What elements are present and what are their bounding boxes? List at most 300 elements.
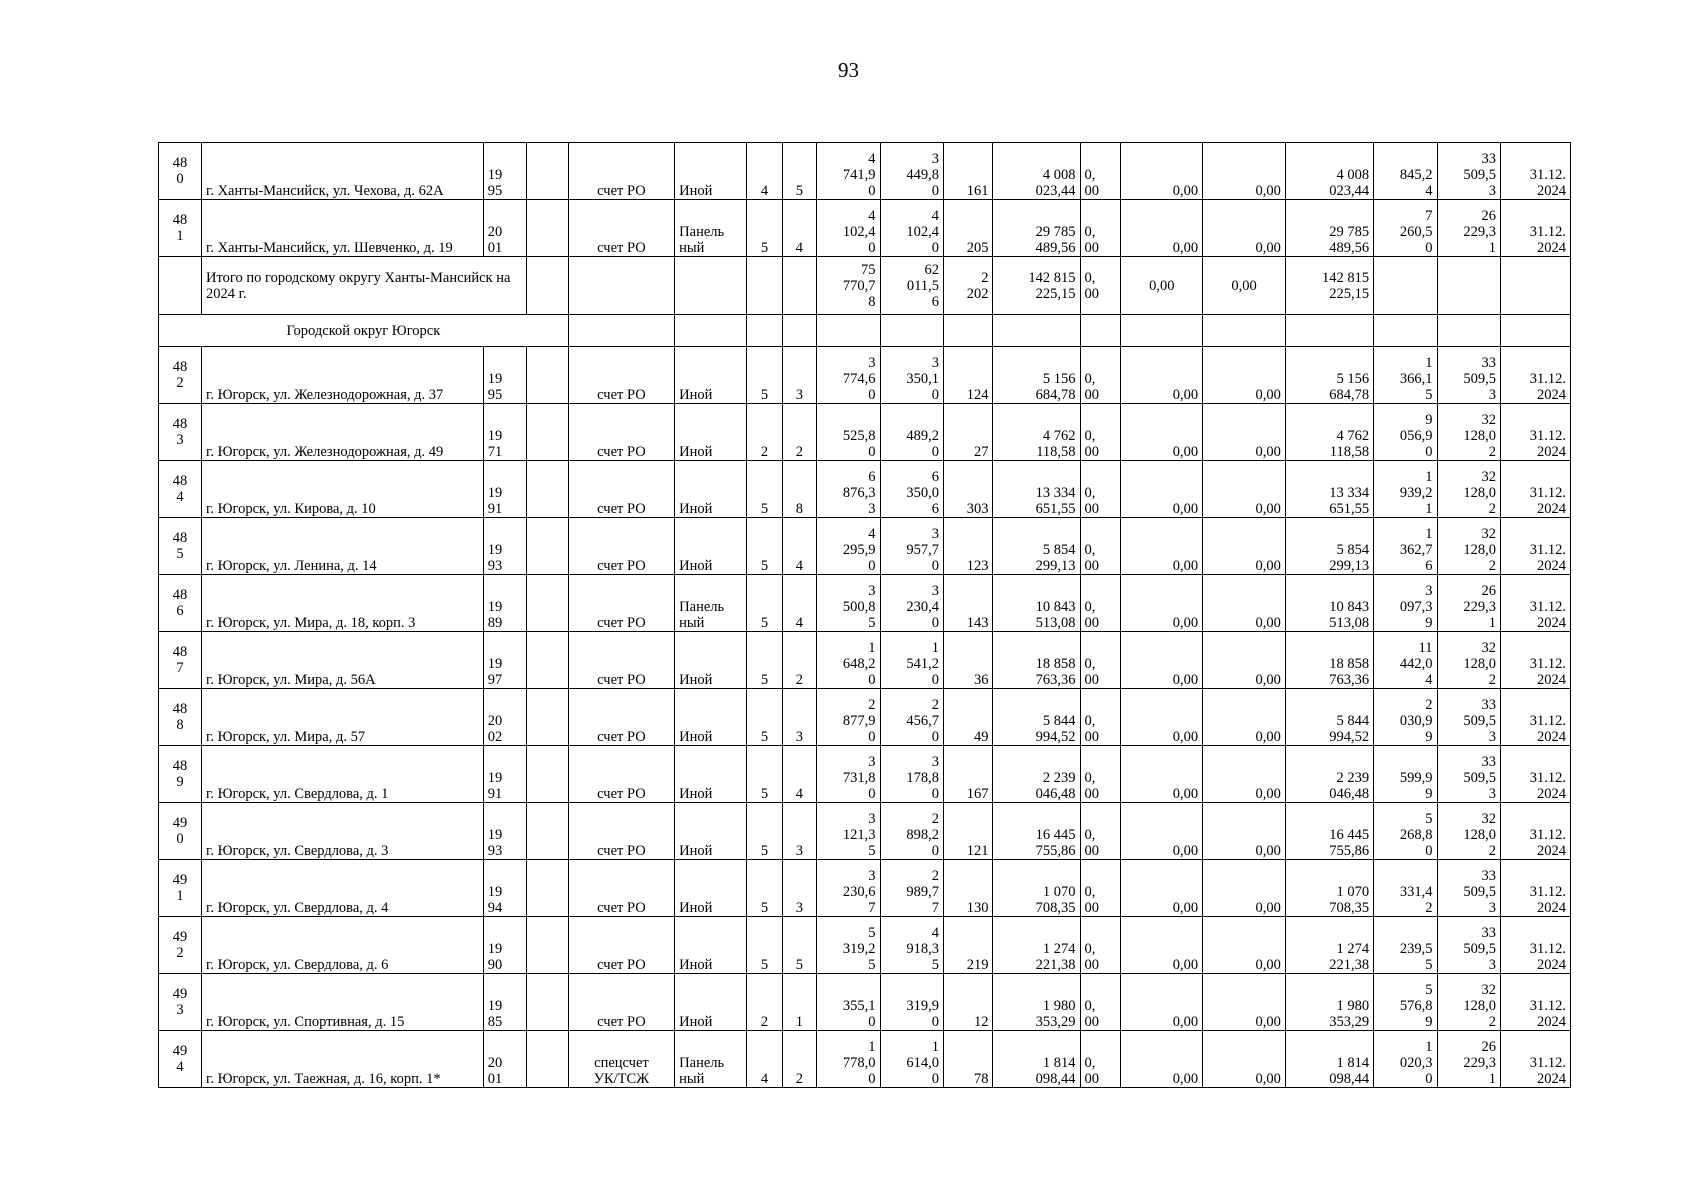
cell-empty — [747, 315, 782, 347]
cell-fund-1: 0, 00 — [1080, 404, 1121, 461]
cell-floors: 4 — [747, 143, 782, 200]
cell-address: г. Югорск, ул. Мира, д. 18, корп. 3 — [202, 575, 484, 632]
cell-number: 49 0 — [159, 803, 202, 860]
cell-empty — [817, 315, 880, 347]
cell-address: г. Югорск, ул. Мира, д. 57 — [202, 689, 484, 746]
cell-owners-funds: 10 843 513,08 — [1285, 575, 1373, 632]
cell-empty — [526, 1031, 568, 1088]
cell-area-total: 2 877,9 0 — [817, 689, 880, 746]
cell-cost: 4 762 118,58 — [993, 404, 1080, 461]
cell-specific-cost: 7 260,5 0 — [1374, 200, 1437, 257]
cell-area-total: 5 319,2 5 — [817, 917, 880, 974]
cell-account: счет РО — [568, 689, 674, 746]
cell-account: счет РО — [568, 632, 674, 689]
cell-empty — [1080, 315, 1121, 347]
cell-number: 48 0 — [159, 143, 202, 200]
cell-cost: 18 858 763,36 — [993, 632, 1080, 689]
cell-residents: 49 — [943, 689, 992, 746]
cell-empty — [526, 974, 568, 1031]
cell-limit-cost: 33 509,5 3 — [1437, 860, 1500, 917]
cell-empty — [782, 315, 816, 347]
cell-owners-funds: 4 762 118,58 — [1285, 404, 1373, 461]
cell-year: 19 95 — [483, 143, 526, 200]
cell-owners-funds: 13 334 651,55 — [1285, 461, 1373, 518]
cell-residents: 143 — [943, 575, 992, 632]
cell-area-total: 1 648,2 0 — [817, 632, 880, 689]
cell-fund-1: 0, 00 — [1080, 461, 1121, 518]
cell-entrances: 3 — [782, 860, 816, 917]
cell-fund-1: 0, 00 — [1080, 689, 1121, 746]
cell-limit-cost: 32 128,0 2 — [1437, 404, 1500, 461]
cell-fund-3: 0,00 — [1203, 917, 1286, 974]
cell-area-total: 75 770,7 8 — [817, 257, 880, 315]
cell-entrances: 8 — [782, 461, 816, 518]
cell-area-total: 4 741,9 0 — [817, 143, 880, 200]
cell-material: Иной — [675, 632, 747, 689]
cell-fund-1: 0, 00 — [1080, 860, 1121, 917]
cell-fund-3: 0,00 — [1203, 632, 1286, 689]
cell-material: Иной — [675, 518, 747, 575]
cell-fund-2: 0,00 — [1121, 974, 1203, 1031]
cell-empty — [993, 315, 1080, 347]
cell-account: счет РО — [568, 347, 674, 404]
cell-material: Панель ный — [675, 200, 747, 257]
cell-area-living: 3 350,1 0 — [880, 347, 943, 404]
cell-area-living: 1 614,0 0 — [880, 1031, 943, 1088]
cell-empty — [526, 632, 568, 689]
cell-area-total: 3 230,6 7 — [817, 860, 880, 917]
cell-specific-cost: 5 576,8 9 — [1374, 974, 1437, 1031]
cell-limit-cost: 32 128,0 2 — [1437, 518, 1500, 575]
cell-material: Иной — [675, 461, 747, 518]
cell-owners-funds: 5 854 299,13 — [1285, 518, 1373, 575]
cell-empty — [526, 860, 568, 917]
table-row — [159, 1031, 1571, 1088]
cell-area-living: 3 957,7 0 — [880, 518, 943, 575]
cell-deadline: 31.12. 2024 — [1500, 518, 1570, 575]
cell-empty — [526, 143, 568, 200]
cell-address: г. Югорск, ул. Свердлова, д. 1 — [202, 746, 484, 803]
cell-address: г. Югорск, ул. Таежная, д. 16, корп. 1* — [202, 1031, 484, 1088]
cell-floors: 5 — [747, 860, 782, 917]
cell-cost: 1 814 098,44 — [993, 1031, 1080, 1088]
cell-fund-3: 0,00 — [1203, 347, 1286, 404]
cell-material: Иной — [675, 860, 747, 917]
cell-residents: 124 — [943, 347, 992, 404]
cell-fund-1: 0, 00 — [1080, 746, 1121, 803]
cell-address: г. Югорск, ул. Спортивная, д. 15 — [202, 974, 484, 1031]
cell-empty — [1437, 257, 1500, 315]
cell-fund-3: 0,00 — [1203, 860, 1286, 917]
cell-number: 49 4 — [159, 1031, 202, 1088]
cell-area-living: 62 011,5 6 — [880, 257, 943, 315]
cell-number: 49 2 — [159, 917, 202, 974]
cell-residents: 123 — [943, 518, 992, 575]
cell-entrances: 3 — [782, 689, 816, 746]
cell-fund-2: 0,00 — [1121, 803, 1203, 860]
cell-empty — [943, 315, 992, 347]
cell-specific-cost: 9 056,9 0 — [1374, 404, 1437, 461]
cell-empty — [782, 257, 816, 315]
cell-fund-1: 0, 00 — [1080, 575, 1121, 632]
cell-area-total: 3 121,3 5 — [817, 803, 880, 860]
cell-empty — [1203, 315, 1286, 347]
cell-material: Иной — [675, 746, 747, 803]
cell-material: Иной — [675, 917, 747, 974]
cell-account: счет РО — [568, 518, 674, 575]
cell-limit-cost: 33 509,5 3 — [1437, 917, 1500, 974]
cell-number: 48 7 — [159, 632, 202, 689]
cell-account: счет РО — [568, 575, 674, 632]
cell-owners-funds: 29 785 489,56 — [1285, 200, 1373, 257]
cell-residents: 2 202 — [943, 257, 992, 315]
cell-empty — [526, 257, 568, 315]
cell-account: счет РО — [568, 860, 674, 917]
cell-year: 19 89 — [483, 575, 526, 632]
cell-year: 19 95 — [483, 347, 526, 404]
table-row — [159, 689, 1571, 746]
cell-year: 20 01 — [483, 200, 526, 257]
cell-floors: 5 — [747, 689, 782, 746]
cell-empty — [1374, 315, 1437, 347]
cell-owners-funds: 1 980 353,29 — [1285, 974, 1373, 1031]
cell-limit-cost: 33 509,5 3 — [1437, 689, 1500, 746]
cell-owners-funds: 142 815 225,15 — [1285, 257, 1373, 315]
cell-floors: 5 — [747, 803, 782, 860]
cell-fund-3: 0,00 — [1203, 257, 1286, 315]
cell-material: Иной — [675, 404, 747, 461]
cell-area-living: 4 102,4 0 — [880, 200, 943, 257]
cell-material: Иной — [675, 803, 747, 860]
cell-year: 19 93 — [483, 803, 526, 860]
cell-owners-funds: 2 239 046,48 — [1285, 746, 1373, 803]
cell-specific-cost: 1 939,2 1 — [1374, 461, 1437, 518]
cell-account: счет РО — [568, 917, 674, 974]
cell-empty — [159, 257, 202, 315]
cell-residents: 12 — [943, 974, 992, 1031]
cell-cost: 10 843 513,08 — [993, 575, 1080, 632]
cell-area-living: 4 918,3 5 — [880, 917, 943, 974]
cell-year: 19 91 — [483, 461, 526, 518]
cell-empty — [526, 803, 568, 860]
table-row — [159, 917, 1571, 974]
table-row — [159, 803, 1571, 860]
cell-year: 19 97 — [483, 632, 526, 689]
cell-deadline: 31.12. 2024 — [1500, 689, 1570, 746]
cell-area-total: 3 774,6 0 — [817, 347, 880, 404]
cell-empty — [747, 257, 782, 315]
cell-account: спецсчет УК/ТСЖ — [568, 1031, 674, 1088]
cell-fund-1: 0, 00 — [1080, 632, 1121, 689]
cell-empty — [526, 917, 568, 974]
cell-specific-cost: 845,2 4 — [1374, 143, 1437, 200]
cell-area-living: 489,2 0 — [880, 404, 943, 461]
section-label: Городской округ Югорск — [159, 315, 569, 347]
cell-empty — [1437, 315, 1500, 347]
table-row — [159, 974, 1571, 1031]
cell-empty — [526, 518, 568, 575]
cell-fund-3: 0,00 — [1203, 200, 1286, 257]
cell-residents: 121 — [943, 803, 992, 860]
cell-address: г. Югорск, ул. Свердлова, д. 6 — [202, 917, 484, 974]
cell-number: 48 8 — [159, 689, 202, 746]
cell-area-living: 3 178,8 0 — [880, 746, 943, 803]
cell-cost: 2 239 046,48 — [993, 746, 1080, 803]
cell-fund-2: 0,00 — [1121, 347, 1203, 404]
cell-floors: 5 — [747, 746, 782, 803]
cell-specific-cost: 239,5 5 — [1374, 917, 1437, 974]
cell-account: счет РО — [568, 803, 674, 860]
cell-limit-cost: 32 128,0 2 — [1437, 632, 1500, 689]
cell-entrances: 3 — [782, 347, 816, 404]
cell-number: 48 3 — [159, 404, 202, 461]
cell-empty — [1500, 315, 1570, 347]
cell-entrances: 1 — [782, 974, 816, 1031]
cell-number: 49 3 — [159, 974, 202, 1031]
cell-number: 48 2 — [159, 347, 202, 404]
cell-area-total: 355,1 0 — [817, 974, 880, 1031]
cell-entrances: 4 — [782, 575, 816, 632]
cell-specific-cost: 599,9 9 — [1374, 746, 1437, 803]
cell-empty — [1500, 257, 1570, 315]
cell-residents: 130 — [943, 860, 992, 917]
cell-address: г. Югорск, ул. Свердлова, д. 4 — [202, 860, 484, 917]
cell-fund-1: 0, 00 — [1080, 257, 1121, 315]
table-row — [159, 518, 1571, 575]
cell-owners-funds: 1 274 221,38 — [1285, 917, 1373, 974]
cell-fund-2: 0,00 — [1121, 461, 1203, 518]
cell-floors: 5 — [747, 632, 782, 689]
cell-owners-funds: 5 844 994,52 — [1285, 689, 1373, 746]
cell-residents: 167 — [943, 746, 992, 803]
cell-residents: 27 — [943, 404, 992, 461]
cell-owners-funds: 4 008 023,44 — [1285, 143, 1373, 200]
cell-residents: 205 — [943, 200, 992, 257]
cell-area-total: 3 731,8 0 — [817, 746, 880, 803]
table-row — [159, 575, 1571, 632]
table-row — [159, 746, 1571, 803]
total-label: Итого по городскому округу Ханты-Мансийск на 2024 г. — [202, 257, 527, 315]
cell-fund-1: 0, 00 — [1080, 803, 1121, 860]
cell-material: Иной — [675, 974, 747, 1031]
cell-address: г. Югорск, ул. Железнодорожная, д. 37 — [202, 347, 484, 404]
cell-address: г. Югорск, ул. Кирова, д. 10 — [202, 461, 484, 518]
cell-fund-3: 0,00 — [1203, 974, 1286, 1031]
cell-entrances: 4 — [782, 518, 816, 575]
cell-empty — [526, 689, 568, 746]
cell-residents: 303 — [943, 461, 992, 518]
cell-number: 48 5 — [159, 518, 202, 575]
cell-specific-cost: 5 268,8 0 — [1374, 803, 1437, 860]
cell-owners-funds: 5 156 684,78 — [1285, 347, 1373, 404]
cell-empty — [568, 315, 674, 347]
cell-fund-2: 0,00 — [1121, 689, 1203, 746]
cell-residents: 78 — [943, 1031, 992, 1088]
cell-owners-funds: 16 445 755,86 — [1285, 803, 1373, 860]
cell-residents: 36 — [943, 632, 992, 689]
cell-area-living: 2 456,7 0 — [880, 689, 943, 746]
cell-empty — [675, 257, 747, 315]
cell-material: Иной — [675, 143, 747, 200]
cell-specific-cost: 1 366,1 5 — [1374, 347, 1437, 404]
cell-account: счет РО — [568, 143, 674, 200]
cell-fund-1: 0, 00 — [1080, 1031, 1121, 1088]
cell-floors: 2 — [747, 974, 782, 1031]
cell-limit-cost: 33 509,5 3 — [1437, 143, 1500, 200]
cell-empty — [526, 347, 568, 404]
cell-address: г. Ханты-Мансийск, ул. Чехова, д. 62А — [202, 143, 484, 200]
cell-empty — [568, 257, 674, 315]
cell-number: 48 4 — [159, 461, 202, 518]
cell-fund-2: 0,00 — [1121, 143, 1203, 200]
cell-limit-cost: 32 128,0 2 — [1437, 803, 1500, 860]
cell-deadline: 31.12. 2024 — [1500, 143, 1570, 200]
cell-entrances: 2 — [782, 1031, 816, 1088]
cell-residents: 161 — [943, 143, 992, 200]
cell-account: счет РО — [568, 746, 674, 803]
cell-deadline: 31.12. 2024 — [1500, 803, 1570, 860]
cell-material: Иной — [675, 689, 747, 746]
cell-specific-cost: 3 097,3 9 — [1374, 575, 1437, 632]
cell-material: Панель ный — [675, 1031, 747, 1088]
section-row — [159, 315, 1571, 347]
cell-area-living: 3 449,8 0 — [880, 143, 943, 200]
cell-deadline: 31.12. 2024 — [1500, 974, 1570, 1031]
cell-account: счет РО — [568, 461, 674, 518]
cell-cost: 5 844 994,52 — [993, 689, 1080, 746]
cell-fund-1: 0, 00 — [1080, 974, 1121, 1031]
cell-year: 20 02 — [483, 689, 526, 746]
cell-fund-2: 0,00 — [1121, 917, 1203, 974]
cell-limit-cost: 33 509,5 3 — [1437, 746, 1500, 803]
cell-limit-cost: 26 229,3 1 — [1437, 1031, 1500, 1088]
cell-entrances: 4 — [782, 200, 816, 257]
cell-address: г. Югорск, ул. Мира, д. 56А — [202, 632, 484, 689]
cell-area-living: 6 350,0 6 — [880, 461, 943, 518]
table-row — [159, 632, 1571, 689]
cell-fund-1: 0, 00 — [1080, 518, 1121, 575]
cell-material: Панель ный — [675, 575, 747, 632]
cell-area-living: 3 230,4 0 — [880, 575, 943, 632]
cell-entrances: 2 — [782, 632, 816, 689]
cell-deadline: 31.12. 2024 — [1500, 347, 1570, 404]
cell-limit-cost: 32 128,0 2 — [1437, 461, 1500, 518]
cell-floors: 5 — [747, 917, 782, 974]
cell-year: 19 85 — [483, 974, 526, 1031]
cell-empty — [1285, 315, 1373, 347]
cell-year: 19 71 — [483, 404, 526, 461]
cell-fund-2: 0,00 — [1121, 1031, 1203, 1088]
cell-entrances: 5 — [782, 917, 816, 974]
cell-entrances: 5 — [782, 143, 816, 200]
cell-area-living: 2 898,2 0 — [880, 803, 943, 860]
cell-number: 48 6 — [159, 575, 202, 632]
cell-year: 19 91 — [483, 746, 526, 803]
cell-deadline: 31.12. 2024 — [1500, 461, 1570, 518]
cell-fund-1: 0, 00 — [1080, 143, 1121, 200]
cell-deadline: 31.12. 2024 — [1500, 632, 1570, 689]
table-row — [159, 461, 1571, 518]
table-row — [159, 143, 1571, 200]
cell-area-living: 1 541,2 0 — [880, 632, 943, 689]
cell-empty — [880, 315, 943, 347]
cell-address: г. Югорск, ул. Свердлова, д. 3 — [202, 803, 484, 860]
register-table — [158, 142, 1571, 1088]
table-row — [159, 404, 1571, 461]
table-row — [159, 347, 1571, 404]
cell-empty — [526, 200, 568, 257]
cell-owners-funds: 1 814 098,44 — [1285, 1031, 1373, 1088]
cell-address: г. Югорск, ул. Железнодорожная, д. 49 — [202, 404, 484, 461]
cell-floors: 2 — [747, 404, 782, 461]
cell-fund-3: 0,00 — [1203, 461, 1286, 518]
cell-limit-cost: 26 229,3 1 — [1437, 575, 1500, 632]
cell-entrances: 2 — [782, 404, 816, 461]
cell-fund-3: 0,00 — [1203, 803, 1286, 860]
cell-empty — [1121, 315, 1203, 347]
cell-cost: 5 156 684,78 — [993, 347, 1080, 404]
cell-number: 48 9 — [159, 746, 202, 803]
cell-address: г. Ханты-Мансийск, ул. Шевченко, д. 19 — [202, 200, 484, 257]
cell-cost: 5 854 299,13 — [993, 518, 1080, 575]
cell-area-total: 525,8 0 — [817, 404, 880, 461]
cell-fund-3: 0,00 — [1203, 1031, 1286, 1088]
cell-area-living: 2 989,7 7 — [880, 860, 943, 917]
cell-year: 19 90 — [483, 917, 526, 974]
cell-fund-3: 0,00 — [1203, 575, 1286, 632]
cell-deadline: 31.12. 2024 — [1500, 200, 1570, 257]
table-row — [159, 200, 1571, 257]
cell-area-total: 4 102,4 0 — [817, 200, 880, 257]
cell-cost: 1 070 708,35 — [993, 860, 1080, 917]
cell-empty — [526, 575, 568, 632]
page-number: 93 — [838, 58, 859, 82]
cell-floors: 5 — [747, 461, 782, 518]
cell-residents: 219 — [943, 917, 992, 974]
cell-year: 19 94 — [483, 860, 526, 917]
cell-fund-2: 0,00 — [1121, 404, 1203, 461]
cell-owners-funds: 18 858 763,36 — [1285, 632, 1373, 689]
cell-entrances: 3 — [782, 803, 816, 860]
cell-material: Иной — [675, 347, 747, 404]
cell-fund-2: 0,00 — [1121, 200, 1203, 257]
cell-year: 20 01 — [483, 1031, 526, 1088]
cell-fund-1: 0, 00 — [1080, 917, 1121, 974]
cell-specific-cost: 1 362,7 6 — [1374, 518, 1437, 575]
cell-floors: 5 — [747, 518, 782, 575]
cell-deadline: 31.12. 2024 — [1500, 1031, 1570, 1088]
cell-deadline: 31.12. 2024 — [1500, 404, 1570, 461]
cell-year: 19 93 — [483, 518, 526, 575]
cell-area-total: 3 500,8 5 — [817, 575, 880, 632]
total-row — [159, 257, 1571, 315]
cell-fund-2: 0,00 — [1121, 575, 1203, 632]
cell-area-total: 1 778,0 0 — [817, 1031, 880, 1088]
cell-number: 49 1 — [159, 860, 202, 917]
cell-deadline: 31.12. 2024 — [1500, 860, 1570, 917]
cell-specific-cost: 1 020,3 0 — [1374, 1031, 1437, 1088]
cell-fund-1: 0, 00 — [1080, 347, 1121, 404]
cell-floors: 5 — [747, 200, 782, 257]
cell-empty — [526, 404, 568, 461]
cell-fund-3: 0,00 — [1203, 689, 1286, 746]
cell-deadline: 31.12. 2024 — [1500, 575, 1570, 632]
cell-empty — [526, 461, 568, 518]
cell-limit-cost: 33 509,5 3 — [1437, 347, 1500, 404]
cell-cost: 29 785 489,56 — [993, 200, 1080, 257]
cell-fund-2: 0,00 — [1121, 632, 1203, 689]
cell-cost: 13 334 651,55 — [993, 461, 1080, 518]
